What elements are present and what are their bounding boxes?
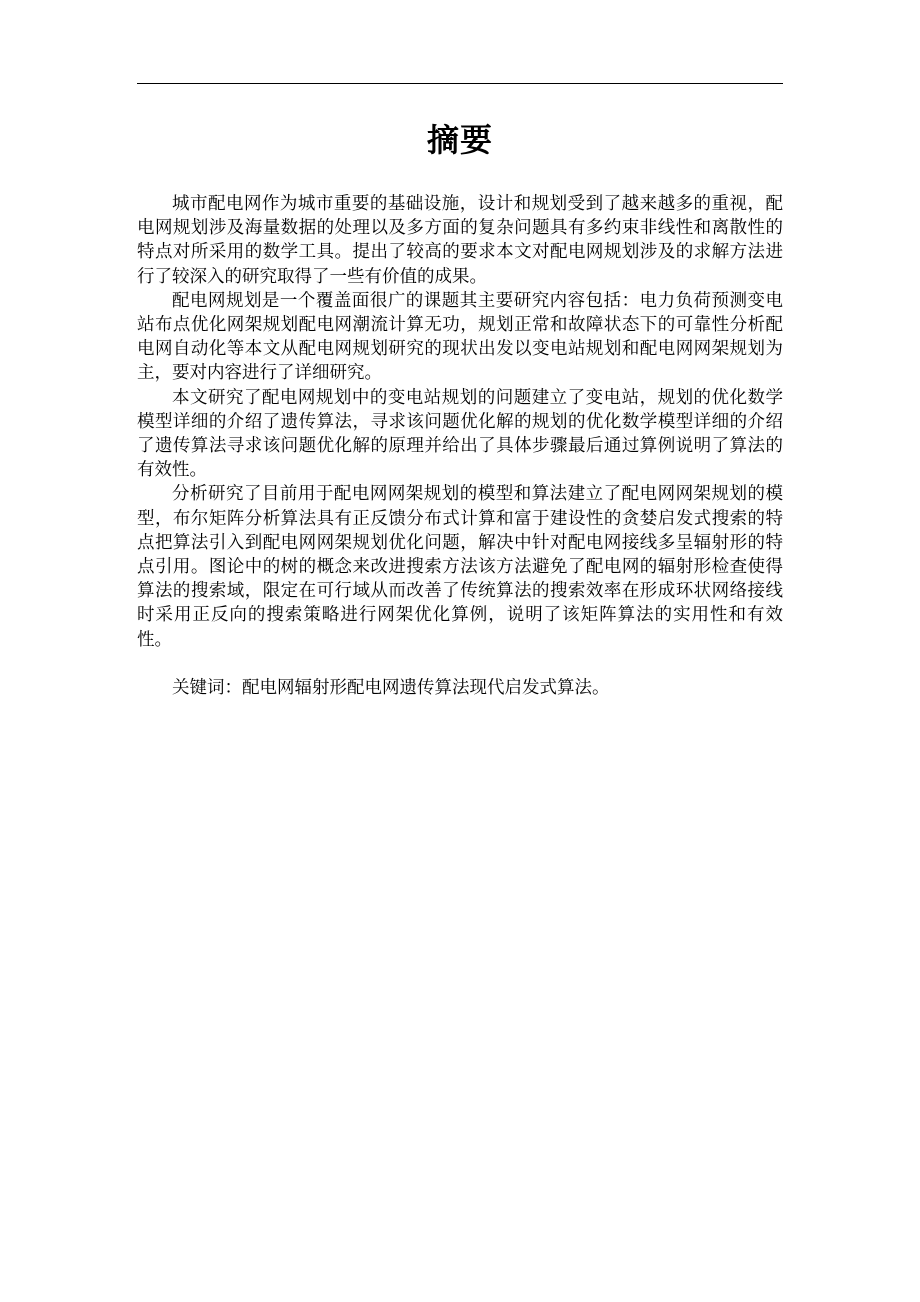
abstract-paragraph-4: 分析研究了目前用于配电网网架规划的模型和算法建立了配电网网架规划的模型，布尔矩阵分析算法具有正反馈分布式计算和富于建设性的贪婪启发式搜索的特点把算法引入到配电网网架规划优化问题，解决中针对配电网接线多呈辐射形的特点引用。图论中的树的概念来改进搜索方法该方法避免了配电网的辐射形检查使得算法的搜索域，限定在可行域从而改善了传统算法的搜索效率在形成环状网络接线时采用正反向的搜索策略进行网架优化算例，说明了该矩阵算法的实用性和有效性。 <box>137 484 783 650</box>
header-rule <box>137 83 783 84</box>
abstract-paragraph-2: 配电网规划是一个覆盖面很广的课题其主要研究内容包括：电力负荷预测变电站布点优化网架规划配电网潮流计算无功，规划正常和故障状态下的可靠性分析配电网自动化等本文从配电网规划研究的现状出发以变电站规划和配电网网架规划为主，要对内容进行了详细研究。 <box>137 290 783 384</box>
abstract-body <box>137 192 783 700</box>
abstract-paragraph-3: 本文研究了配电网规划中的变电站规划的问题建立了变电站，规划的优化数学模型详细的介绍了遗传算法，寻求该问题优化解的规划的优化数学模型详细的介绍了遗传算法寻求该问题优化解的原理并给出了具体步骤最后通过算例说明了算法的有效性。 <box>137 387 783 481</box>
abstract-title: 摘要 <box>426 121 493 159</box>
abstract-paragraph-1: 城市配电网作为城市重要的基础设施，设计和规划受到了越来越多的重视，配电网规划涉及海量数据的处理以及多方面的复杂问题具有多约束非线性和离散性的特点对所采用的数学工具。提出了较高的要求本文对配电网规划涉及的求解方法进行了较深入的研究取得了一些有价值的成果。 <box>137 194 783 287</box>
keywords-line: 关键词：配电网辐射形配电网遗传算法现代启发式算法。 <box>172 677 610 698</box>
